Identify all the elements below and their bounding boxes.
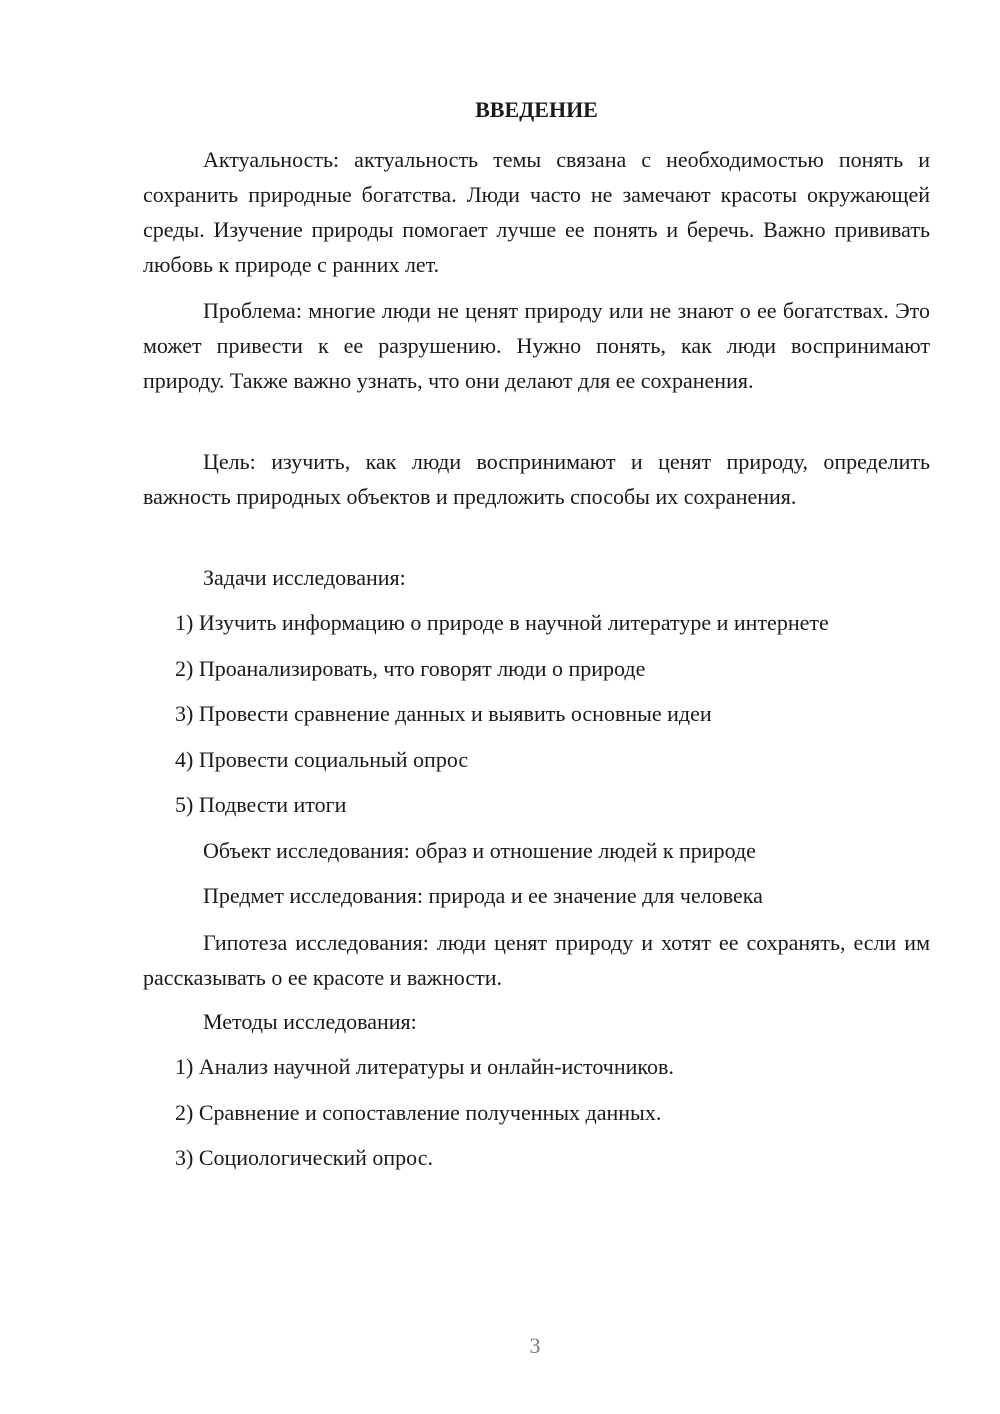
relevance-paragraph: Актуальность: актуальность темы связана с необходимостью понять и сохранить природные богатства. Люди часто не замечают красоты окружающей среды. Изучение природы помогает лучше ее понять и беречь. Важно прививать любовь к природе с ранних лет.: [143, 147, 930, 277]
research-object: Объект исследования: образ и отношение людей к природе: [203, 838, 756, 863]
page-title: ВВЕДЕНИЕ: [475, 97, 598, 122]
method-item: 2) Сравнение и сопоставление полученных данных.: [175, 1100, 662, 1125]
task-item: 2) Проанализировать, что говорят люди о природе: [175, 656, 646, 681]
task-item: 4) Провести социальный опрос: [175, 747, 469, 772]
page-number: 3: [529, 1333, 541, 1358]
goal-paragraph: Цель: изучить, как люди воспринимают и ценят природу, определить важность природных объектов и предложить способы их сохранения.: [143, 449, 930, 509]
task-item: 5) Подвести итоги: [175, 792, 347, 817]
method-item: 1) Анализ научной литературы и онлайн-источников.: [175, 1054, 674, 1079]
methods-heading: Методы исследования:: [203, 1009, 417, 1034]
task-item: 3) Провести сравнение данных и выявить основные идеи: [175, 701, 712, 726]
hypothesis-paragraph: Гипотеза исследования: люди ценят природу и хотят ее сохранять, если им рассказывать о ее красоте и важности.: [143, 930, 930, 990]
problem-paragraph: Проблема: многие люди не ценят природу или не знают о ее богатствах. Это может привести к ее разрушению. Нужно понять, как люди воспринимают природу. Также важно узнать, что они делают для ее сохранения.: [143, 298, 930, 393]
tasks-heading: Задачи исследования:: [203, 565, 406, 590]
method-item: 3) Социологический опрос.: [175, 1145, 433, 1170]
task-item: 1) Изучить информацию о природе в научной литературе и интернете: [175, 610, 829, 635]
research-subject: Предмет исследования: природа и ее значение для человека: [203, 883, 763, 908]
